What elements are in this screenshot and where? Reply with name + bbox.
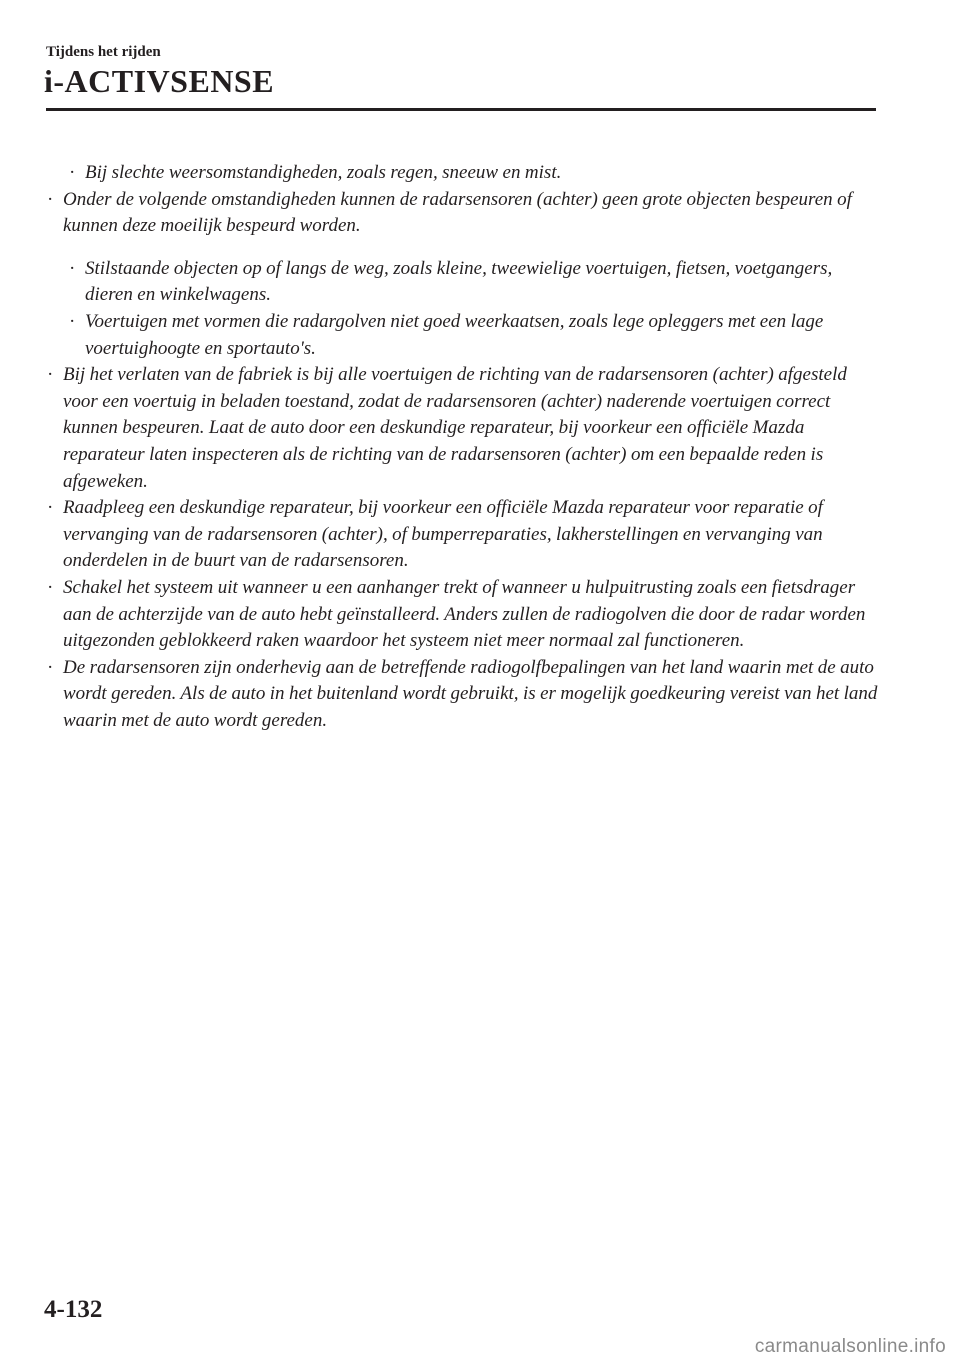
- sub-bullet-item: [66, 256, 884, 309]
- bullet-dot-icon: ·: [47, 576, 54, 598]
- bullet-dot-icon: ·: [69, 162, 76, 183]
- bullet-text: Schakel het systeem uit wanneer u een aanhanger trekt of wanneer u hulpuitrusting zoals een fietsdrager aan de achterzijde van de auto hebt geïnstalleerd. Anders zullen de radiogolven die door de radar worden uitgezonden geblokkeerd raken waardoor het systeem niet meer normaal zal functioneren.: [63, 576, 866, 652]
- bullet-item: [44, 575, 884, 655]
- sub-bullet-item: [66, 309, 884, 362]
- bullet-text: Onder de volgende omstandigheden kunnen de radarsensoren (achter) geen grote objecten bespeuren of kunnen deze moeilijk bespeurd worden.: [63, 188, 852, 237]
- bullet-dot-icon: ·: [47, 656, 54, 678]
- bullet-text: Raadpleeg een deskundige reparateur, bij voorkeur een officiële Mazda reparateur voor reparatie of vervanging van de radarsensoren (achter), of bumperreparaties, lakherstellingen en vervanging van onderdelen in de buurt van de radarsensoren.: [63, 497, 823, 572]
- bullet-item: [44, 362, 884, 495]
- bullet-item: [44, 187, 884, 240]
- bullet-dot-icon: ·: [47, 188, 54, 210]
- bullet-text: Bij slechte weersomstandigheden, zoals regen, sneeuw en mist.: [85, 162, 562, 183]
- bullet-text: Voertuigen met vormen die radargolven niet goed weerkaatsen, zoals lege opleggers met een lage voertuighoogte en sportauto's.: [85, 310, 824, 359]
- bullet-text: Bij het verlaten van de fabriek is bij alle voertuigen de richting van de radarsensoren (achter) afgesteld voor een voertuig in beladen toestand, zodat de radarsensoren (achter) naderende voertuigen correct kunnen bespeuren. Laat de auto door een deskundige reparateur, bij voorkeur een officiële Mazda reparateur laten inspecteren als de richting van de radarsensoren (achter) om een bepaalde reden is afgeweken.: [63, 364, 847, 492]
- bullet-text: De radarsensoren zijn onderhevig aan de betreffende radiogolfbepalingen van het land waarin met de auto wordt gereden. Als de auto in het buitenland wordt gebruikt, is er mogelijk goedkeuring vereist van het land waarin met de auto wordt gereden.: [63, 656, 878, 731]
- bullet-dot-icon: ·: [47, 497, 54, 519]
- bullet-dot-icon: ·: [47, 364, 54, 386]
- page-number: 4-132: [44, 1296, 103, 1323]
- sub-bullet-item: [66, 160, 884, 187]
- manual-body: [44, 160, 884, 734]
- bullet-dot-icon: ·: [69, 257, 76, 279]
- section-label: Tijdens het rijden: [46, 44, 161, 60]
- bullet-dot-icon: ·: [69, 310, 76, 332]
- header-divider: [46, 108, 876, 111]
- watermark: carmanualsonline.info: [754, 1336, 946, 1357]
- bullet-item: [44, 655, 884, 735]
- bullet-text: Stilstaande objecten op of langs de weg, zoals kleine, tweewielige voertuigen, fietsen, voetgangers, dieren en winkelwagens.: [85, 257, 833, 306]
- chapter-title: i-ACTIVSENSE: [44, 63, 275, 99]
- bullet-item: [44, 495, 884, 575]
